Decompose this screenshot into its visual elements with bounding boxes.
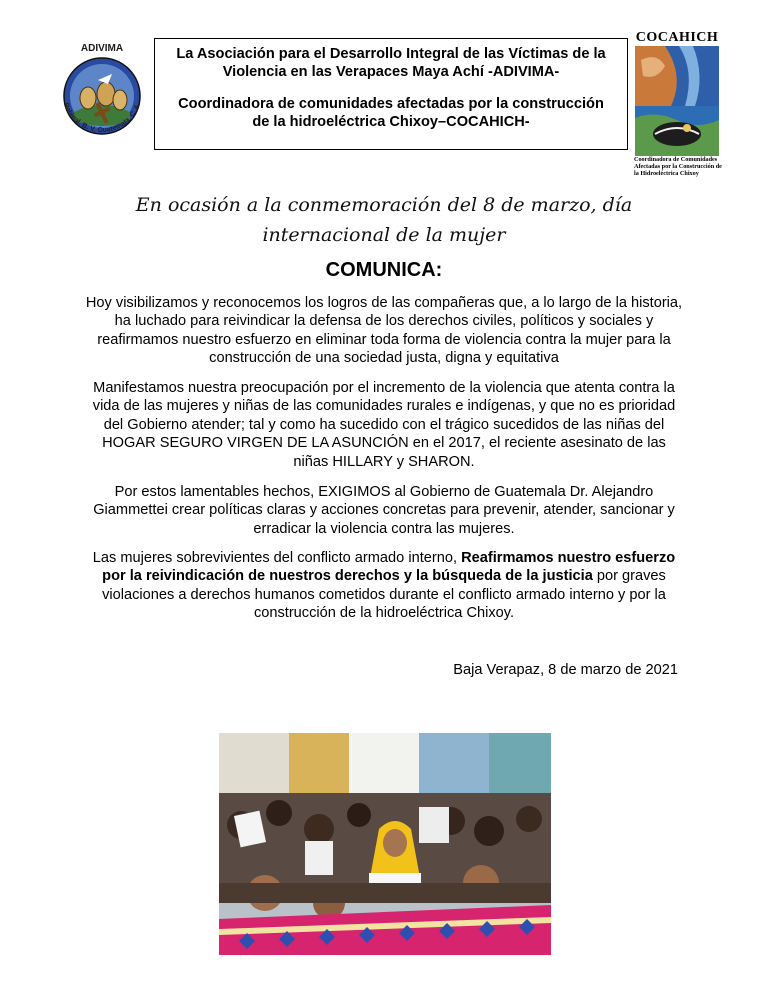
paragraph-demand: Por estos lamentables hechos, EXIGIMOS al Gobierno de Guatemala Dr. Alejandro Giammettei crear políticas claras y acciones concretas para prevenir, atender, sancionar y erradicar la violencia contra las mujeres. [93,484,675,537]
page-title: COMUNICA: [325,259,443,281]
paragraph-reaffirm [84,549,684,623]
paragraph-reaffirm-bold: Reafirmamos nuestro esfuerzo por la reivindicación de nuestros derechos y la búsqueda de la justicia [102,550,676,585]
adivima-ring-text: Rabinal, B. V. Guatemala, C. A. [61,101,143,135]
header-box [154,38,628,150]
cocahich-logo-art [635,46,719,156]
header-adivima-title: La Asociación para el Desarrollo Integral de las Víctimas de la Violencia en las Verapaces Maya Achí -ADIVIMA- [176,46,606,80]
paragraph-concern: Manifestamos nuestra preocupación por el incremento de la violencia que atenta contra la vida de las mujeres y niñas de las comunidades rurales e indígenas, y que no es prioridad del Gobierno atender; tal y como ha sucedido con el trágico sucedidos de las niñas del HOGAR SEGURO VIRGEN DE LA ASUNCIÓN en el 2017, el reciente asesinato de las niñas HILLARY y SHARON. [92,380,676,470]
subtitle-line-1: En ocasión a la conmemoración del 8 de marzo, día [135,194,633,216]
cocahich-logo-caption: Coordinadora de Comunidades Afectadas por la Construcción de la Hidroeléctrica Chixoy [634,156,722,177]
paragraph-reaffirm-end: por graves violaciones a derechos humanos cometidos durante el conflicto armado interno y por la construcción de la hidroeléctrica Chixoy. [102,568,666,622]
place-date-signoff: Baja Verapaz, 8 de marzo de 2021 [453,662,678,678]
march-photo [219,733,551,955]
cocahich-logo [632,30,722,175]
paragraph-reaffirm-start: Las mujeres sobrevivientes del conflicto armado interno, [92,550,462,566]
paragraph-recognition: Hoy visibilizamos y reconocemos los logros de las compañeras que, a lo largo de la historia, ha luchado para reivindicar la defensa de los derechos civiles, políticos y sociales y reafirmamos nuestro esfuerzo en eliminar toda forma de violencia contra la mujer para la construcción de una sociedad justa, digna y equitativa [85,295,683,367]
adivima-logo [48,40,156,148]
cocahich-logo-name: COCAHICH [635,30,719,45]
subtitle-line-2: internacional de la mujer [262,224,506,246]
header-cocahich-title: Coordinadora de comunidades afectadas por la construcción de la hidroeléctrica Chixoy–COCAHICH- [178,96,604,130]
commemoration-subtitle [60,190,708,250]
adivima-logo-name: ADIVIMA [80,43,124,54]
